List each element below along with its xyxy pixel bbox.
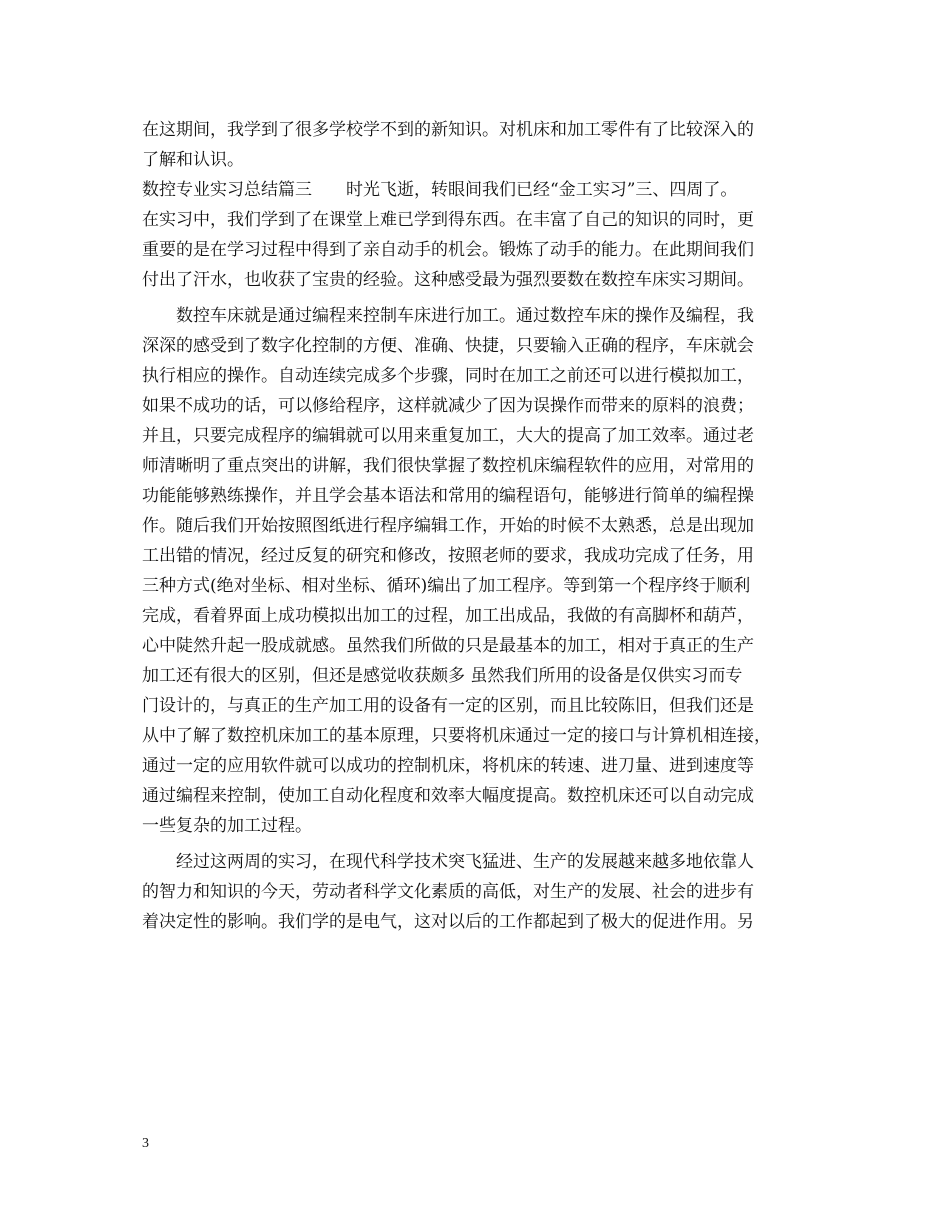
text-line: 从中了解了数控机床加工的基本原理，只要将机床通过一定的接口与计算机相连接， (142, 726, 771, 746)
text-line: 完成，看着界面上成功模拟出加工的过程，加工出成品，我做的有高脚杯和葫芦， (142, 606, 754, 626)
text-line: 深深的感受到了数字化控制的方便、准确、快捷，只要输入正确的程序，车床就会 (142, 336, 754, 356)
page-number: 3 (142, 1136, 149, 1151)
text-line: 三种方式(绝对坐标、相对坐标、循环)编出了加工程序。等到第一个程序终于顺利 (142, 576, 751, 596)
text-line: 在实习中，我们学到了在课堂上难已学到得东西。在丰富了自己的知识的同时，更 (142, 210, 754, 230)
text-line: 门设计的，与真正的生产加工用的设备有一定的区别，而且比较陈旧，但我们还是 (142, 696, 754, 716)
text-line: 师清晰明了重点突出的讲解，我们很快掌握了数控机床编程软件的应用，对常用的 (142, 456, 754, 476)
text-line: 经过这两周的实习，在现代科学技术突飞猛进、生产的发展越来越多地依靠人 (142, 852, 754, 872)
text-line: 并且，只要完成程序的编辑就可以用来重复加工，大大的提高了加工效率。通过老 (142, 426, 754, 446)
text-line: 功能能够熟练操作，并且学会基本语法和常用的编程语句，能够进行简单的编程操 (142, 486, 754, 506)
text-line: 执行相应的操作。自动连续完成多个步骤，同时在加工之前还可以进行模拟加工， (142, 366, 754, 386)
text-line: 着决定性的影响。我们学的是电气，这对以后的工作都起到了极大的促进作用。另 (142, 912, 754, 932)
text-line: 作。随后我们开始按照图纸进行程序编辑工作，开始的时候不太熟悉，总是出现加 (142, 516, 754, 536)
text-line: 的智力和知识的今天，劳动者科学文化素质的高低，对生产的发展、社会的进步有 (142, 882, 754, 902)
text-line: 数控车床就是通过编程来控制车床进行加工。通过数控车床的操作及编程，我 (142, 306, 754, 326)
text-line: 重要的是在学习过程中得到了亲自动手的机会。锻炼了动手的能力。在此期间我们 (142, 240, 754, 260)
section-heading-line: 数控专业实习总结篇三 时光飞逝，转眼间我们已经“金工实习”三、四周了。 (142, 180, 738, 200)
text-line: 通过编程来控制，使加工自动化程度和效率大幅度提高。数控机床还可以自动完成 (142, 786, 754, 806)
text-line: 加工还有很大的区别，但还是感觉收获颇多 虽然我们所用的设备是仅供实习而专 (142, 666, 743, 686)
text-line: 付出了汗水，也收获了宝贵的经验。这种感受最为强烈要数在数控车床实习期间。 (142, 270, 754, 290)
text-line: 心中陡然升起一股成就感。虽然我们所做的只是最基本的加工，相对于真正的生产 (142, 636, 754, 656)
text-line: 如果不成功的话，可以修给程序，这样就减少了因为误操作而带来的原料的浪费； (142, 396, 754, 416)
text-line: 在这期间，我学到了很多学校学不到的新知识。对机床和加工零件有了比较深入的 (142, 120, 754, 140)
text-line: 工出错的情况，经过反复的研究和修改，按照老师的要求，我成功完成了任务，用 (142, 546, 754, 566)
text-line: 了解和认识。 (142, 150, 244, 170)
text-line: 一些复杂的加工过程。 (142, 816, 312, 836)
text-line: 通过一定的应用软件就可以成功的控制机床，将机床的转速、进刀量、进到速度等 (142, 756, 754, 776)
body-text (142, 115, 832, 937)
